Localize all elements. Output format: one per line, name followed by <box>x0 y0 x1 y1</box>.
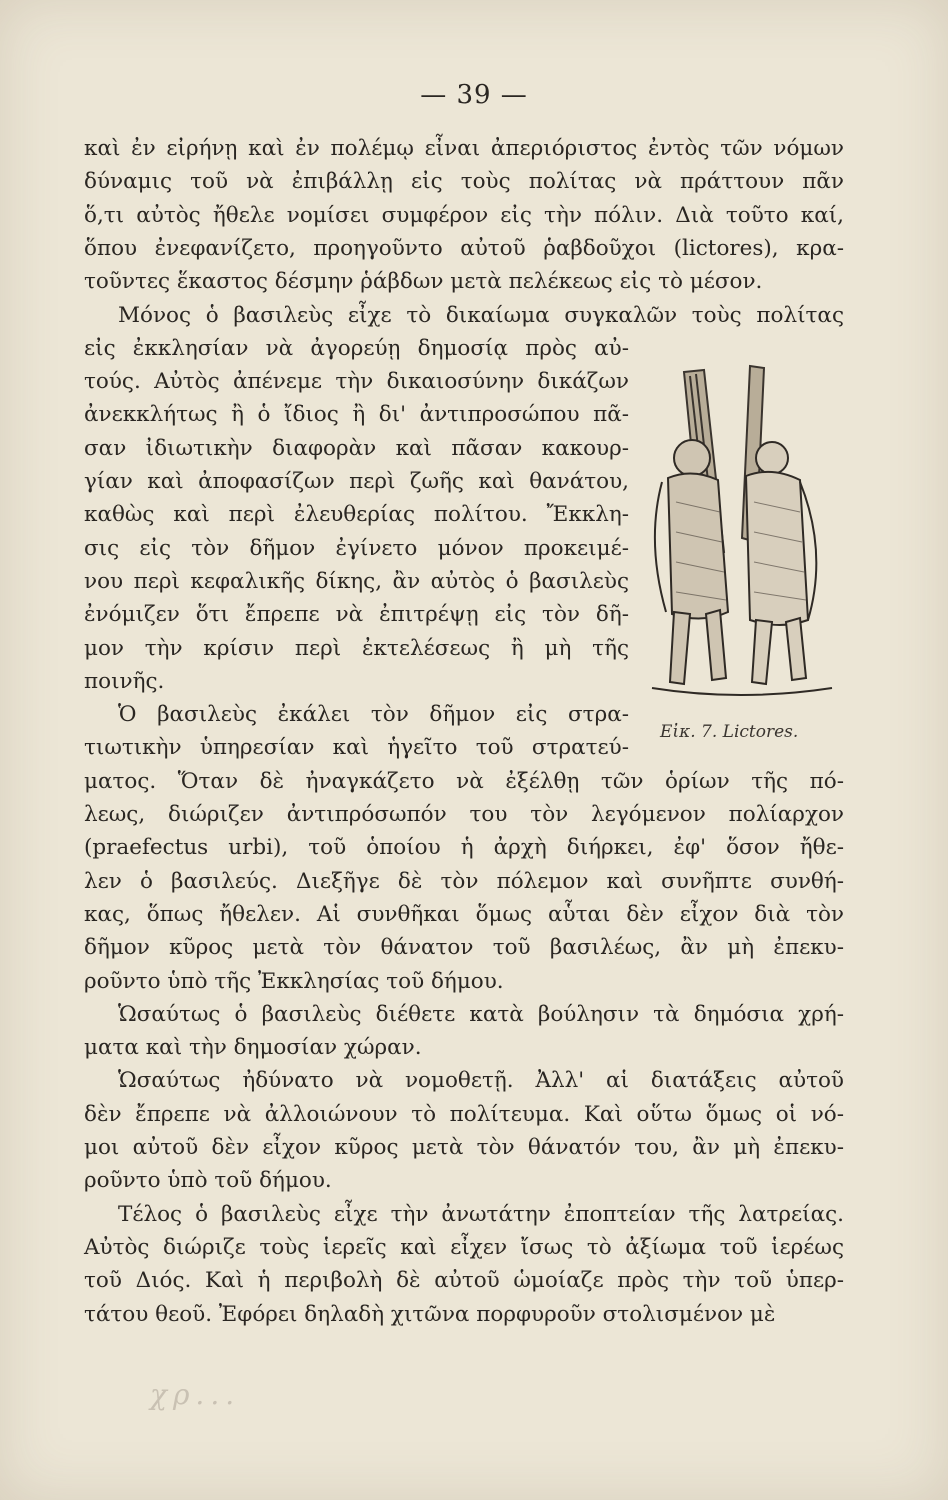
text-line: ματα καὶ τὴν δημοσίαν χώραν. <box>84 1035 422 1061</box>
text-line: ἐνόμιζεν ὅτι ἔπρεπε νὰ ἐπιτρέψῃ εἰς τὸν δῆ- <box>84 602 629 628</box>
text-line: γίαν καὶ ἀποφασίζων περὶ ζωῆς καὶ θανάτου, <box>84 469 629 494</box>
text-line: λεως, διώριζεν ἀντιπρόσωπόν του τὸν λεγόμενον πολίαρχον <box>84 802 844 827</box>
text-line: Αὐτὸς διώριζε τοὺς ἱερεῖς καὶ εἶχεν ἴσως τὸ ἀξίωμα τοῦ ἱερέως <box>84 1234 844 1260</box>
text-line: ποινῆς. <box>84 668 165 694</box>
text-line: δῆμον κῦρος μετὰ τὸν θάνατον τοῦ βασιλέως, ἂν μὴ ἐπεκυ- <box>84 935 844 961</box>
text-line: Ὁ βασιλεὺς ἐκάλει τὸν δῆμον εἰς στρα- <box>118 702 629 728</box>
text-line: σαν ἰδιωτικὴν διαφορὰν καὶ πᾶσαν κακουρ- <box>84 435 629 461</box>
figure-caption: Εἰκ. 7. Lictores. <box>660 722 799 742</box>
text-line: τάτου θεοῦ. Ἐφόρει δηλαδὴ χιτῶνα πορφυροῦν στολισμένον μὲ <box>84 1301 776 1327</box>
text-line: τοῦντες ἕκαστος δέσμην ῥάβδων μετὰ πελέκεως εἰς τὸ μέσον. <box>84 269 763 295</box>
text-line: δύναμις τοῦ νὰ ἐπιβάλλῃ εἰς τοὺς πολίτας νὰ πράττουν πᾶν <box>84 169 844 195</box>
text-line: εἰς ἐκκλησίαν νὰ ἀγορεύῃ δημοσίᾳ πρὸς αὐ- <box>84 335 629 361</box>
text-line: καὶ ἐν εἰρήνῃ καὶ ἐν πολέμῳ εἶναι ἀπεριόριστος ἐντὸς τῶν νόμων <box>84 136 844 161</box>
text-line: Τέλος ὁ βασιλεὺς εἶχε τὴν ἀνωτάτην ἐποπτείαν τῆς λατρείας. <box>118 1201 844 1227</box>
text-line: Μόνος ὁ βασιλεὺς εἶχε τὸ δικαίωμα συγκαλῶν τοὺς πολίτας <box>118 302 844 328</box>
lictores-figure <box>632 362 848 714</box>
text-line: μοι αὐτοῦ δὲν εἶχον κῦρος μετὰ τὸν θάνατόν του, ἂν μὴ ἐπεκυ- <box>84 1135 844 1160</box>
text-line: ὅ,τι αὐτὸς ἤθελε νομίσει συμφέρον εἰς τὴν πόλιν. Διὰ τοῦτο καί, <box>84 202 844 228</box>
text-line: κας, ὅπως ἤθελεν. Αἱ συνθῆκαι ὅμως αὗται δὲν εἶχον διὰ τὸν <box>84 901 844 927</box>
pencil-handwriting: χρ... <box>150 1378 241 1411</box>
text-line: ροῦντο ὑπὸ τοῦ δήμου. <box>84 1168 332 1194</box>
text-line: καθὼς καὶ περὶ ἐλευθερίας πολίτου. Ἔκκλη- <box>84 502 629 528</box>
text-line: Ὡσαύτως ἠδύνατο νὰ νομοθετῇ. Ἀλλ' αἱ διατάξεις αὐτοῦ <box>118 1068 844 1094</box>
page-number: — 39 — <box>420 80 528 110</box>
text-line: τοῦ Διός. Καὶ ἡ περιβολὴ δὲ αὐτοῦ ὡμοίαζε πρὸς τὴν τοῦ ὑπερ- <box>84 1268 844 1294</box>
text-line: τιωτικὴν ὑπηρεσίαν καὶ ἡγεῖτο τοῦ στρατεύ- <box>84 735 629 761</box>
text-line: ὅπου ἐνεφανίζετο, προηγοῦντο αὐτοῦ ῥαβδοῦχοι (lictores), κρα- <box>84 235 844 261</box>
text-line: ματος. Ὅταν δὲ ἠναγκάζετο νὰ ἐξέλθῃ τῶν ὁρίων τῆς πό- <box>84 768 844 794</box>
text-line: σις εἰς τὸν δῆμον ἐγίνετο μόνον προκειμέ- <box>84 535 629 561</box>
text-line: λεν ὁ βασιλεύς. Διεξῆγε δὲ τὸν πόλεμον καὶ συνῆπτε συνθή- <box>84 868 844 894</box>
lictores-illustration <box>632 362 848 714</box>
text-line: Ὡσαύτως ὁ βασιλεὺς διέθετε κατὰ βούλησιν τὰ δημόσια χρή- <box>118 1001 844 1027</box>
text-line: ἀνεκκλήτως ἢ ὁ ἴδιος ἢ δι' ἀντιπροσώπου πᾶ- <box>84 402 629 428</box>
text-line: νου περὶ κεφαλικῆς δίκης, ἂν αὐτὸς ὁ βασιλεὺς <box>84 568 629 594</box>
text-line: δὲν ἔπρεπε νὰ ἀλλοιώνουν τὸ πολίτευμα. Καὶ οὕτω ὅμως οἱ νό- <box>84 1101 844 1127</box>
text-line: ροῦντο ὑπὸ τῆς Ἐκκλησίας τοῦ δήμου. <box>84 968 504 994</box>
text-line: μον τὴν κρίσιν περὶ ἐκτελέσεως ἢ μὴ τῆς <box>84 635 629 661</box>
text-line: τούς. Αὐτὸς ἀπένεμε τὴν δικαιοσύνην δικάζων <box>84 369 629 395</box>
text-line: (praefectus urbi), τοῦ ὁποίου ἡ ἀρχὴ διήρκει, ἐφ' ὅσον ἤθε- <box>84 835 844 861</box>
